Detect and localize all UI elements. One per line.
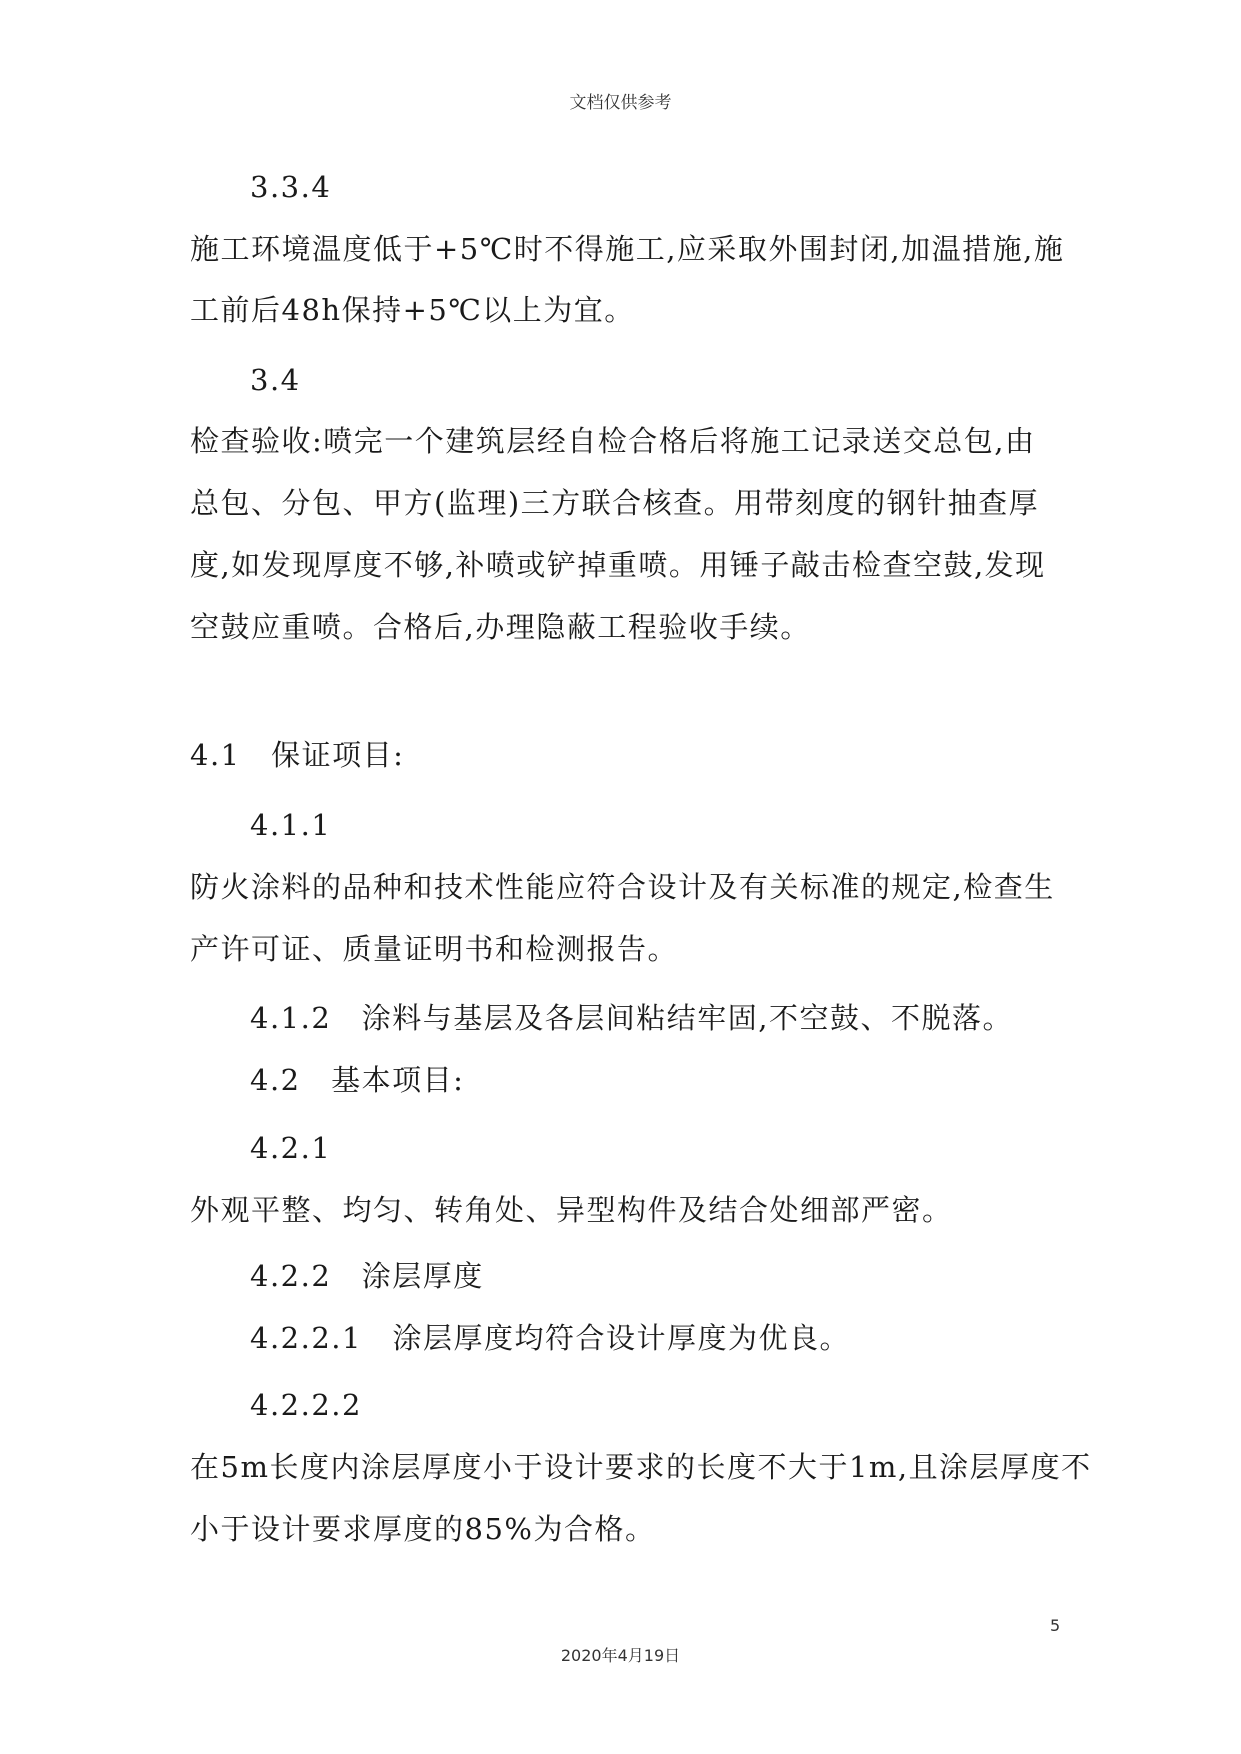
section-number: 4.1.1: [250, 808, 332, 842]
page-number: 5: [1050, 1616, 1061, 1635]
section-item: 4.1.2 涂料与基层及各层间粘结牢固,不空鼓、不脱落。: [250, 1001, 1014, 1035]
section-item: 4.2.2.1 涂层厚度均符合设计厚度为优良。: [250, 1321, 850, 1355]
section-number: 3.4: [250, 363, 301, 397]
body-text-line: 在5m长度内涂层厚度小于设计要求的长度不大于1m,且涂层厚度不: [190, 1450, 1092, 1484]
body-text-line: 总包、分包、甲方(监理)三方联合核查。用带刻度的钢针抽查厚: [190, 486, 1040, 520]
body-text-line: 小于设计要求厚度的85%为合格。: [190, 1512, 656, 1546]
body-text-line: 施工环境温度低于+5℃时不得施工,应采取外围封闭,加温措施,施: [190, 232, 1065, 266]
section-heading: 4.2.2 涂层厚度: [250, 1259, 484, 1293]
body-text-line: 防火涂料的品种和技术性能应符合设计及有关标准的规定,检查生: [190, 870, 1055, 904]
body-text-line: 检查验收:喷完一个建筑层经自检合格后将施工记录送交总包,由: [190, 424, 1036, 458]
body-text-line: 度,如发现厚度不够,补喷或铲掉重喷。用锤子敲击检查空鼓,发现: [190, 548, 1046, 582]
section-heading: 4.1 保证项目:: [190, 738, 405, 772]
page-header: 文档仅供参考: [569, 93, 672, 113]
page-footer-date: 2020年4月19日: [560, 1646, 681, 1665]
section-number: 4.2.1: [250, 1131, 332, 1165]
body-text-line: 工前后48h保持+5℃以上为宜。: [190, 293, 635, 327]
section-number: 3.3.4: [250, 170, 332, 204]
section-heading: 4.2 基本项目:: [250, 1063, 465, 1097]
body-text-line: 产许可证、质量证明书和检测报告。: [190, 932, 679, 966]
body-text-line: 空鼓应重喷。合格后,办理隐蔽工程验收手续。: [190, 610, 811, 644]
body-text-line: 外观平整、均匀、转角处、异型构件及结合处细部严密。: [190, 1193, 953, 1227]
section-number: 4.2.2.2: [250, 1388, 362, 1422]
